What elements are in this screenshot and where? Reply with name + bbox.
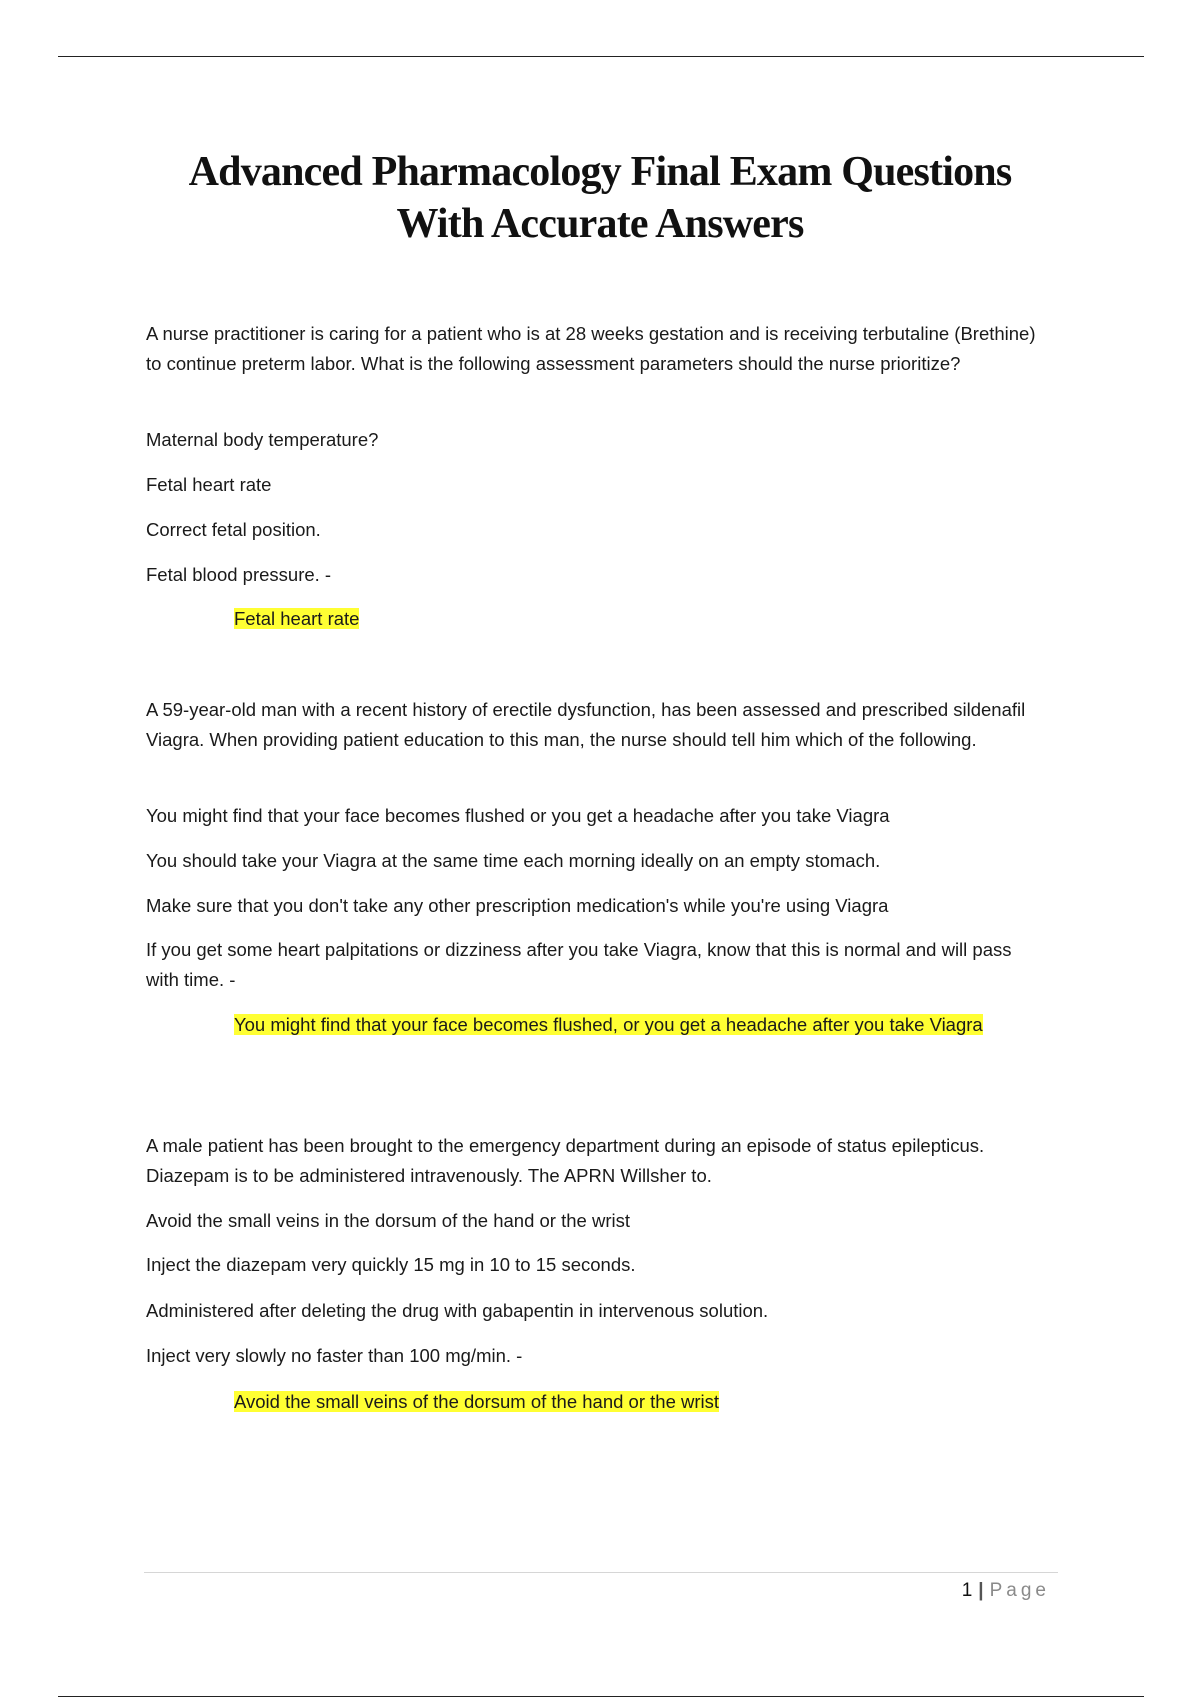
page-number-separator: | bbox=[978, 1580, 984, 1601]
top-rule bbox=[58, 56, 1144, 57]
question-2-option-4: If you get some heart palpitations or dizziness after you take Viagra, know that this is normal and will pass with time. - bbox=[146, 939, 1012, 990]
document-title bbox=[100, 146, 1100, 250]
question-1-stem: A nurse practitioner is caring for a patient who is at 28 weeks gestation and is receiving terbutaline (Brethine) to continue preterm labor. What is the following assessment parameters should the nurse prioritize? bbox=[146, 323, 1036, 374]
question-1-option-3: Correct fetal position. bbox=[146, 519, 321, 540]
title-line-1: Advanced Pharmacology Final Exam Questions bbox=[188, 149, 1012, 195]
question-1-option-1: Maternal body temperature? bbox=[146, 429, 379, 450]
footer-divider bbox=[144, 1572, 1058, 1573]
question-1-answer bbox=[146, 604, 1046, 634]
question-1-option-2: Fetal heart rate bbox=[146, 474, 272, 495]
question-2-option-3: Make sure that you don't take any other prescription medication's while you're using Viagra bbox=[146, 895, 889, 916]
question-3-option-2: Inject the diazepam very quickly 15 mg in 10 to 15 seconds. bbox=[146, 1254, 636, 1275]
answer-highlight: You might find that your face becomes flushed, or you get a headache after you take Viagra bbox=[234, 1014, 983, 1035]
page-number-value: 1 bbox=[961, 1580, 973, 1601]
page-number bbox=[962, 1576, 1050, 1606]
question-2-answer bbox=[146, 1010, 1046, 1040]
question-2-stem: A 59-year-old man with a recent history of erectile dysfunction, has been assessed and prescribed sildenafil Viagra. When providing patient education to this man, the nurse should tell him which of the following. bbox=[146, 699, 1026, 750]
answer-highlight: Fetal heart rate bbox=[234, 608, 360, 629]
question-1-option-4: Fetal blood pressure. - bbox=[146, 564, 332, 585]
question-2-option-1: You might find that your face becomes flushed or you get a headache after you take Viagra bbox=[146, 805, 890, 826]
title-line-2: With Accurate Answers bbox=[396, 201, 804, 247]
question-3-answer bbox=[146, 1387, 1046, 1417]
question-3-option-4: Inject very slowly no faster than 100 mg/min. - bbox=[146, 1345, 523, 1366]
bottom-rule bbox=[58, 1696, 1144, 1697]
question-3-option-3: Administered after deleting the drug with gabapentin in intervenous solution. bbox=[146, 1300, 769, 1321]
question-2-option-2: You should take your Viagra at the same time each morning ideally on an empty stomach. bbox=[146, 850, 881, 871]
question-3-stem: A male patient has been brought to the emergency department during an episode of status epilepticus. Diazepam is to be administered intravenously. The APRN Willsher to. bbox=[146, 1135, 985, 1186]
question-3-option-1: Avoid the small veins in the dorsum of the hand or the wrist bbox=[146, 1210, 630, 1231]
answer-highlight: Avoid the small veins of the dorsum of the hand or the wrist bbox=[234, 1391, 720, 1412]
page-label: Page bbox=[989, 1580, 1050, 1601]
